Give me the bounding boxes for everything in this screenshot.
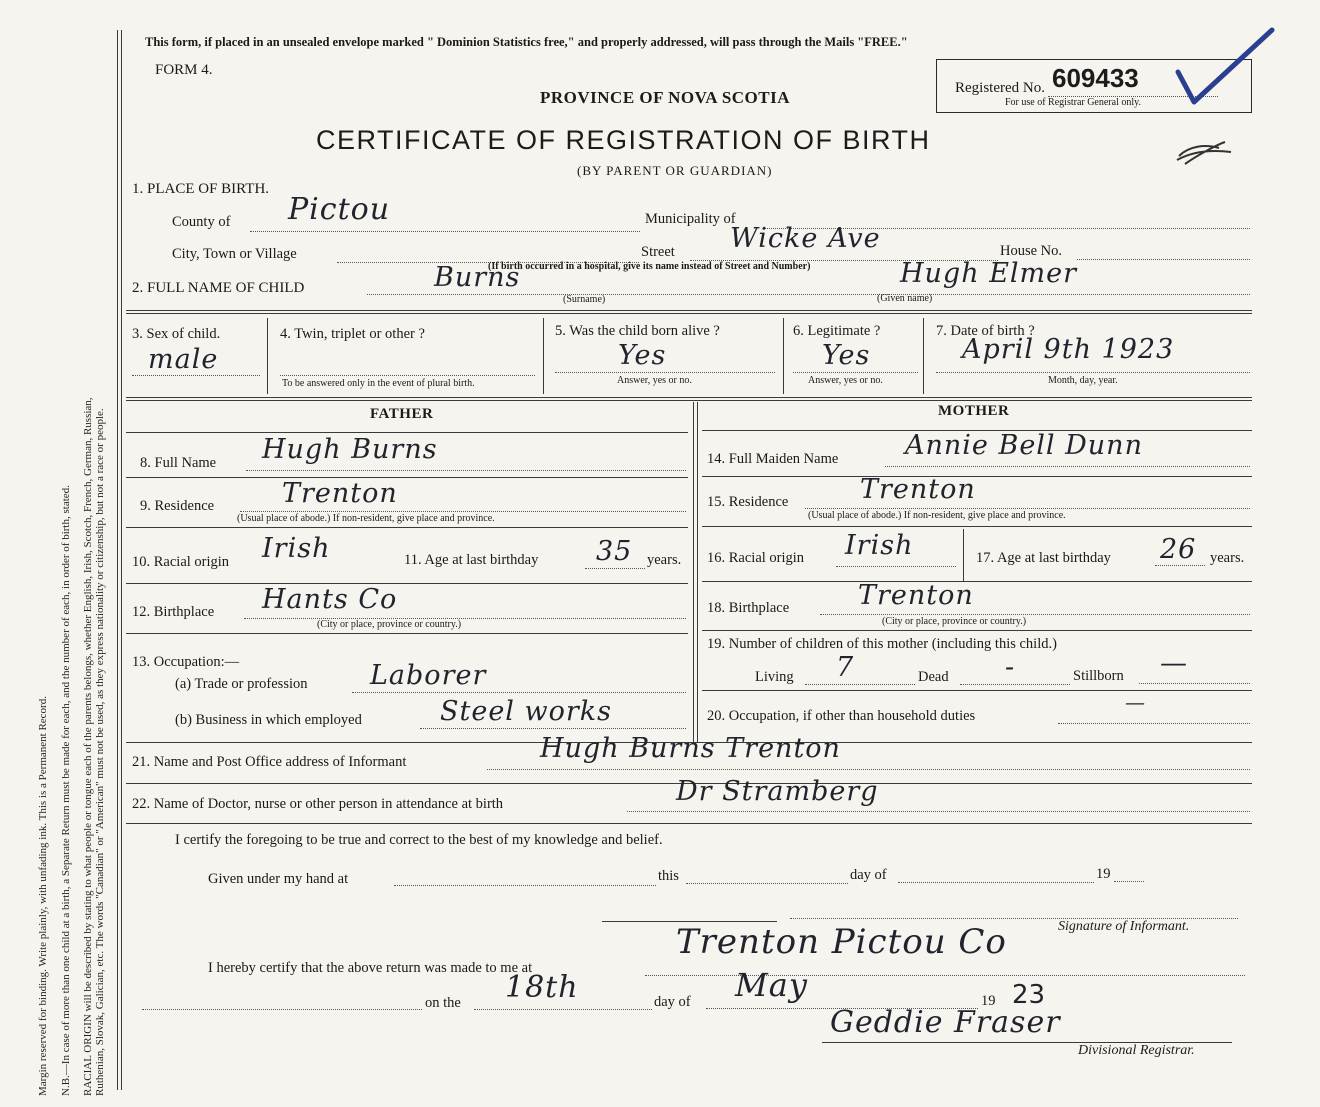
legitimate-label: 6. Legitimate ? bbox=[793, 323, 881, 339]
margin-rule bbox=[117, 30, 118, 1090]
father-years-label: years. bbox=[647, 552, 682, 568]
this-label: this bbox=[658, 868, 679, 884]
children-count-label: 19. Number of children of this mother (including this child.) bbox=[707, 636, 1057, 652]
margin-rule-inner bbox=[121, 30, 122, 1090]
mother-occupation: — bbox=[1125, 690, 1146, 714]
twin-label: 4. Twin, triplet or other ? bbox=[280, 326, 425, 342]
informant-signature-label: Signature of Informant. bbox=[1058, 919, 1190, 934]
twin-note: To be answered only in the event of plural birth. bbox=[282, 378, 475, 389]
given-name-caption: (Given name) bbox=[877, 293, 933, 304]
mother-racial: Irish bbox=[845, 530, 914, 561]
mother-birthplace-note: (City or place, province or country.) bbox=[882, 616, 1027, 627]
registered-number: 609433 bbox=[1052, 63, 1139, 93]
doctor-value: Dr Stramberg bbox=[676, 776, 879, 807]
father-business: Steel works bbox=[440, 696, 613, 727]
father-age-label: 11. Age at last birthday bbox=[404, 552, 539, 568]
father-birthplace-note: (City or place, province or country.) bbox=[317, 619, 462, 630]
mother-age-label: 17. Age at last birthday bbox=[976, 550, 1111, 566]
street-label: Street bbox=[641, 244, 675, 260]
county-value: Pictou bbox=[288, 192, 391, 227]
legitimate-caption: Answer, yes or no. bbox=[808, 375, 883, 386]
sex-value: male bbox=[148, 344, 219, 375]
mother-abode-note: (Usual place of abode.) If non-resident, give place and province. bbox=[808, 510, 1066, 521]
municipality-label: Municipality of bbox=[645, 211, 736, 227]
living-label: Living bbox=[755, 669, 794, 685]
mother-age: 26 bbox=[1160, 534, 1197, 565]
city-label: City, Town or Village bbox=[172, 246, 297, 262]
mother-heading: MOTHER bbox=[938, 403, 1010, 419]
on-the-label: on the bbox=[425, 995, 461, 1011]
mother-birthplace: Trenton bbox=[858, 580, 974, 611]
registrar-title: Divisional Registrar. bbox=[1078, 1043, 1195, 1058]
father-birthplace-label: 12. Birthplace bbox=[132, 604, 215, 620]
province-title: PROVINCE OF NOVA SCOTIA bbox=[540, 88, 791, 107]
registration-month: May bbox=[735, 966, 808, 1004]
form-number: FORM 4. bbox=[155, 62, 213, 78]
father-heading: FATHER bbox=[370, 406, 434, 422]
father-occupation-label: 13. Occupation:— bbox=[132, 654, 240, 670]
trade-label: (a) Trade or profession bbox=[175, 676, 308, 692]
margin-notes bbox=[37, 16, 117, 1096]
child-name-label: 2. FULL NAME OF CHILD bbox=[132, 280, 305, 296]
legitimate-value: Yes bbox=[822, 340, 871, 371]
mother-name-label: 14. Full Maiden Name bbox=[707, 451, 839, 467]
reg-year-prefix: 19 bbox=[981, 993, 996, 1009]
dead-label: Dead bbox=[918, 669, 949, 685]
margin-note-2: N.B.—In case of more than one child at a birth, a Separate Return must be made for each, and the number of each, in order of birth, stated. bbox=[59, 485, 72, 1096]
doctor-label: 22. Name of Doctor, nurse or other person in attendance at birth bbox=[132, 796, 504, 812]
mother-birthplace-label: 18. Birthplace bbox=[707, 600, 790, 616]
living-value: 7 bbox=[836, 652, 855, 683]
mother-occupation-label: 20. Occupation, if other than household duties bbox=[707, 708, 976, 724]
year-prefix: 19 bbox=[1096, 866, 1111, 882]
father-abode-note: (Usual place of abode.) If non-resident, give place and province. bbox=[237, 513, 495, 524]
father-residence-label: 9. Residence bbox=[140, 498, 215, 514]
registration-day: 18th bbox=[505, 970, 579, 1005]
stillborn-value: — bbox=[1160, 648, 1188, 679]
child-surname: Burns bbox=[434, 262, 521, 293]
registration-year: 23 bbox=[1012, 980, 1046, 1010]
given-under-label: Given under my hand at bbox=[208, 871, 349, 887]
father-residence: Trenton bbox=[282, 478, 398, 509]
day-of-label: day of bbox=[850, 867, 887, 883]
father-age: 35 bbox=[596, 536, 633, 567]
born-alive-value: Yes bbox=[618, 340, 667, 371]
registrar-statement: I hereby certify that the above return was made to me at bbox=[208, 960, 533, 976]
dead-value: - bbox=[1005, 652, 1016, 683]
registrar-signature: Geddie Fraser bbox=[830, 1005, 1061, 1040]
certificate-subtitle: (BY PARENT OR GUARDIAN) bbox=[577, 163, 773, 178]
street-value: Wicke Ave bbox=[730, 223, 881, 254]
postal-note: This form, if placed in an unsealed envelope marked " Dominion Statistics free," and properly addressed, will pass through the Mails "FREE." bbox=[145, 35, 908, 49]
informant-label: 21. Name and Post Office address of Informant bbox=[132, 754, 407, 770]
stillborn-label: Stillborn bbox=[1073, 668, 1124, 684]
mother-years-label: years. bbox=[1210, 550, 1245, 566]
registrar-note: For use of Registrar General only. bbox=[1005, 97, 1141, 108]
father-racial-label: 10. Racial origin bbox=[132, 554, 230, 570]
house-number-label: House No. bbox=[1000, 243, 1063, 259]
certify-statement: I certify the foregoing to be true and correct to the best of my knowledge and belief. bbox=[175, 832, 663, 848]
dob-value: April 9th 1923 bbox=[962, 334, 1175, 365]
father-name-label: 8. Full Name bbox=[140, 455, 217, 471]
father-name: Hugh Burns bbox=[262, 434, 438, 465]
dob-caption: Month, day, year. bbox=[1048, 375, 1118, 386]
father-trade: Laborer bbox=[370, 660, 487, 691]
checkmark-icon bbox=[1172, 24, 1282, 110]
margin-note-1: Margin reserved for binding. Write plainly, with unfading ink. This is a Permanent Record. bbox=[37, 696, 49, 1096]
margin-note-4: Ruthenian, Slovak, Galician, etc. The words "Canadian" or "American" must not be used, as they express nationality or citizenship, but not a race or people. bbox=[94, 408, 107, 1096]
surname-caption: (Surname) bbox=[563, 294, 606, 305]
father-racial: Irish bbox=[262, 533, 331, 564]
father-birthplace: Hants Co bbox=[262, 584, 398, 615]
mother-racial-label: 16. Racial origin bbox=[707, 550, 805, 566]
registered-label: Registered No. bbox=[955, 80, 1045, 96]
place-of-birth-label: 1. PLACE OF BIRTH. bbox=[132, 181, 270, 197]
reg-day-of-label: day of bbox=[654, 994, 691, 1010]
dob-label: 7. Date of birth ? bbox=[936, 323, 1035, 339]
hospital-note: (If birth occurred in a hospital, give its name instead of Street and Number) bbox=[488, 261, 811, 272]
county-label: County of bbox=[172, 214, 231, 230]
business-label: (b) Business in which employed bbox=[175, 712, 362, 728]
mother-name: Annie Bell Dunn bbox=[905, 430, 1143, 461]
sex-label: 3. Sex of child. bbox=[132, 326, 221, 342]
margin-note-3: RACIAL ORIGIN will be described by stating to what people or tongue each of the parents belongs, whether English, Irish, Scotch, French, German, Russian, bbox=[81, 397, 94, 1096]
child-given-name: Hugh Elmer bbox=[900, 258, 1078, 289]
born-alive-label: 5. Was the child born alive ? bbox=[555, 323, 720, 339]
informant-value: Hugh Burns Trenton bbox=[540, 733, 841, 764]
registrar-place: Trenton Pictou Co bbox=[676, 922, 1007, 962]
scribble-mark-icon bbox=[1175, 138, 1235, 166]
mother-residence-label: 15. Residence bbox=[707, 494, 789, 510]
born-alive-caption: Answer, yes or no. bbox=[617, 375, 692, 386]
certificate-title: CERTIFICATE OF REGISTRATION OF BIRTH bbox=[316, 125, 931, 155]
mother-residence: Trenton bbox=[860, 474, 976, 505]
